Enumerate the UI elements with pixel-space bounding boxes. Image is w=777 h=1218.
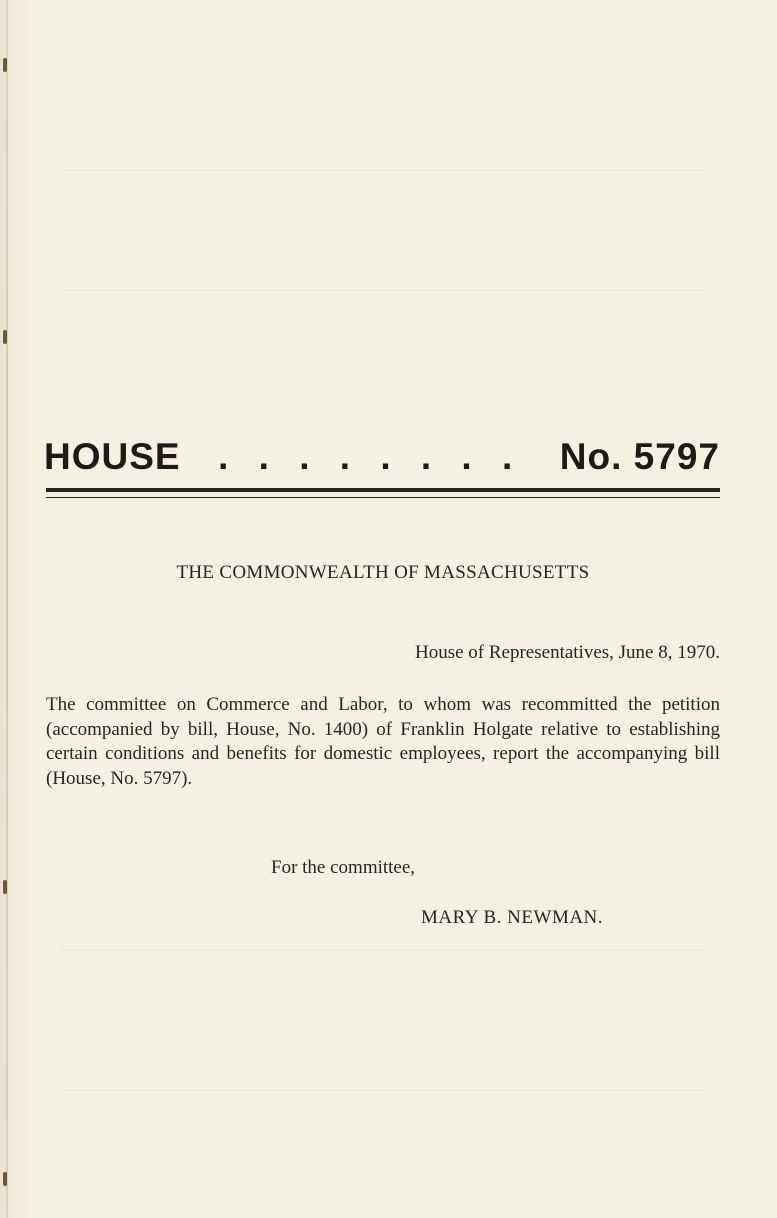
binding-staple: [3, 1172, 7, 1186]
bill-number: No. 5797: [559, 436, 720, 477]
bleed-through-line: [60, 1090, 710, 1091]
signer-name: MARY B. NEWMAN.: [421, 907, 604, 928]
closing-line: For the committee,: [271, 857, 416, 878]
bill-header: [44, 436, 720, 478]
bleed-through-line: [60, 290, 710, 291]
header-rule-thick: [46, 488, 720, 492]
bleed-through-line: [60, 950, 710, 951]
jurisdiction-title: THE COMMONWEALTH OF MASSACHUSETTS: [176, 562, 590, 583]
binding-edge: [6, 0, 8, 1218]
header-leader-dots: . . . . . . . .: [218, 436, 523, 477]
committee-report-text: The committee on Commerce and Labor, to whom was recommitted the petition (accompanied by bill, House, No. 1400) of Franklin Holgate relative to establishing certain conditions and benefits for domestic employees, report the accompanying bill (House, No. 5797).: [46, 694, 720, 789]
bleed-through-line: [60, 170, 710, 171]
binding-staple: [3, 58, 7, 72]
binding-staple: [3, 880, 7, 894]
chamber-label: HOUSE: [44, 436, 181, 477]
dateline: House of Representatives, June 8, 1970.: [415, 642, 720, 663]
header-rule-thin: [46, 497, 720, 498]
binding-staple: [3, 330, 7, 344]
